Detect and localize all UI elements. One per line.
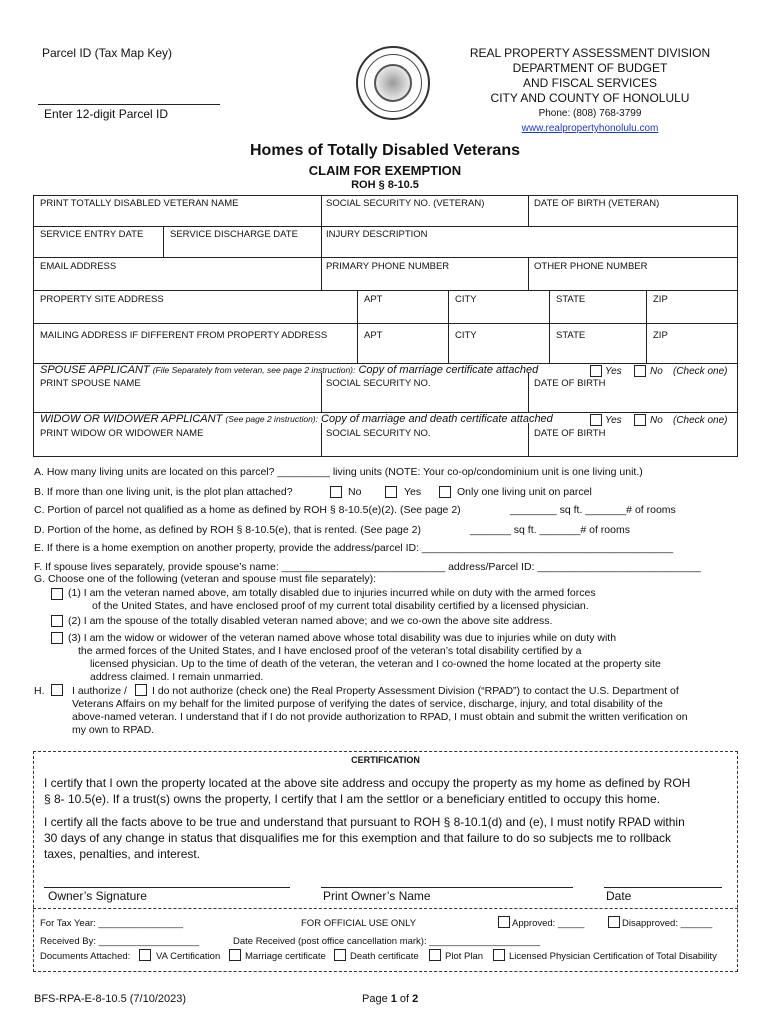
site-address-field[interactable]: PROPERTY SITE ADDRESS bbox=[40, 294, 164, 305]
site-city-field[interactable]: CITY bbox=[455, 294, 477, 305]
page-prefix: Page bbox=[362, 993, 391, 1005]
h-line-3: above-named veteran. I understand that if I do not provide authorization to RPAD, I must obtain and submit the written verification on bbox=[72, 711, 688, 723]
widow-ssn-field[interactable]: SOCIAL SECURITY NO. bbox=[326, 428, 431, 439]
g3-checkbox[interactable] bbox=[51, 632, 63, 644]
spouse-yes-checkbox[interactable] bbox=[590, 365, 602, 377]
spouse-check-one: (Check one) bbox=[673, 366, 728, 377]
page-total: 2 bbox=[412, 993, 419, 1005]
spouse-yes-label: Yes bbox=[605, 366, 622, 377]
widow-heading: WIDOW OR WIDOWER APPLICANT bbox=[40, 413, 223, 425]
b-no-checkbox[interactable] bbox=[330, 486, 342, 498]
g1-checkbox[interactable] bbox=[51, 588, 63, 600]
page-of: of bbox=[396, 993, 413, 1005]
widow-no-label: No bbox=[650, 415, 663, 426]
question-c: C. Portion of parcel not qualified as a home as defined by ROH § 8-10.5(e)(2). (See page 2) bbox=[34, 504, 461, 516]
agency-block bbox=[440, 46, 740, 136]
print-name-line[interactable] bbox=[321, 887, 573, 888]
question-c-fill[interactable]: ________ sq ft. _______# of rooms bbox=[510, 504, 676, 516]
signature-line[interactable] bbox=[44, 887, 290, 888]
email-field[interactable]: EMAIL ADDRESS bbox=[40, 261, 117, 272]
spouse-heading: SPOUSE APPLICANT bbox=[40, 364, 150, 376]
g3-line-3: licensed physician. Up to the time of death of the veteran, the veteran and I co-owned the home located at the property site bbox=[90, 658, 661, 670]
spouse-name-field[interactable]: PRINT SPOUSE NAME bbox=[40, 378, 141, 389]
va-label: VA Certification bbox=[156, 951, 221, 962]
parcel-id-hint: Enter 12-digit Parcel ID bbox=[44, 107, 169, 121]
mailing-state-field[interactable]: STATE bbox=[556, 330, 586, 341]
licensed-label: Licensed Physician Certification of Total Disability bbox=[509, 951, 717, 962]
certification-title: CERTIFICATION bbox=[351, 755, 420, 765]
spouse-no-checkbox[interactable] bbox=[634, 365, 646, 377]
certification-paragraph-1 bbox=[44, 775, 690, 807]
department-line-2: AND FISCAL SERVICES bbox=[522, 76, 658, 90]
cert-p2-line-1: I certify all the facts above to be true and understand that pursuant to ROH § 8-10.1(d) and (e), I must notify RPAD within bbox=[44, 815, 685, 829]
va-checkbox[interactable] bbox=[139, 949, 151, 961]
parcel-id-label: Parcel ID (Tax Map Key) bbox=[42, 46, 173, 60]
b-only-checkbox[interactable] bbox=[439, 486, 451, 498]
veteran-ssn-field[interactable]: SOCIAL SECURITY NO. (VETERAN) bbox=[326, 198, 485, 209]
site-apt-field[interactable]: APT bbox=[364, 294, 383, 305]
approved-label: Approved: _____ bbox=[512, 918, 585, 929]
spouse-copy: Copy of marriage certificate attached bbox=[358, 364, 539, 376]
form-subtitle: CLAIM FOR EXEMPTION bbox=[308, 163, 462, 178]
spouse-dob-field[interactable]: DATE OF BIRTH bbox=[534, 378, 606, 389]
g3-line-2: the armed forces of the United States, and I have enclosed proof of the veteran’s total disability certified by a bbox=[78, 645, 582, 657]
h-authorize-checkbox[interactable] bbox=[51, 684, 63, 696]
site-state-field[interactable]: STATE bbox=[556, 294, 586, 305]
widow-copy: Copy of marriage and death certificate attached bbox=[321, 413, 553, 425]
g3-line-4: address claimed. I remain unmarried. bbox=[90, 671, 264, 683]
widow-note: (See page 2 instruction): bbox=[225, 414, 318, 424]
h-label: H. bbox=[34, 685, 45, 697]
g1-text bbox=[68, 587, 596, 613]
plot-label: Plot Plan bbox=[445, 951, 484, 962]
cert-p1-line-1: I certify that I own the property located at the above site address and occupy the property as my home as defined by ROH bbox=[44, 776, 691, 790]
approved-checkbox[interactable] bbox=[498, 916, 510, 928]
date-received: Date Received (post office cancellation mark): _____________________ bbox=[233, 936, 541, 947]
h-not-authorize-checkbox[interactable] bbox=[135, 684, 147, 696]
injury-field[interactable]: INJURY DESCRIPTION bbox=[326, 229, 428, 240]
form-roh: ROH § 8-10.5 bbox=[351, 179, 419, 191]
documents-attached-label: Documents Attached: bbox=[40, 951, 131, 962]
h-line-4: my own to RPAD. bbox=[72, 724, 155, 736]
question-g: G. Choose one of the following (veteran and spouse must file separately): bbox=[34, 573, 377, 585]
marriage-label: Marriage certificate bbox=[245, 951, 326, 962]
form-id: BFS-RPA-E-8-10.5 (7/10/2023) bbox=[34, 993, 187, 1005]
date-label: Date bbox=[606, 889, 632, 903]
b-yes-checkbox[interactable] bbox=[385, 486, 397, 498]
question-a: A. How many living units are located on this parcel? _________ living units (NOTE: Your co-op/condominium unit is one living unit.) bbox=[34, 466, 643, 478]
cert-p2-line-3: taxes, penalties, and interest. bbox=[44, 847, 201, 861]
mailing-city-field[interactable]: CITY bbox=[455, 330, 477, 341]
plot-checkbox[interactable] bbox=[429, 949, 441, 961]
widow-yes-label: Yes bbox=[605, 415, 622, 426]
tax-year: For Tax Year: ________________ bbox=[40, 918, 183, 929]
widow-yes-checkbox[interactable] bbox=[590, 414, 602, 426]
marriage-checkbox[interactable] bbox=[229, 949, 241, 961]
question-d: D. Portion of the home, as defined by ROH § 8-10.5(e), that is rented. (See page 2) bbox=[34, 524, 421, 536]
g3-line-1: (3) I am the widow or widower of the veteran named above whose total disability was due to injuries while on duty with bbox=[68, 632, 617, 644]
page-number bbox=[362, 993, 418, 1005]
b-no-label: No bbox=[348, 486, 362, 498]
division-name: REAL PROPERTY ASSESSMENT DIVISION bbox=[469, 46, 711, 60]
mailing-zip-field[interactable]: ZIP bbox=[653, 330, 668, 341]
b-yes-label: Yes bbox=[404, 486, 422, 498]
disapproved-label: Disapproved: ______ bbox=[622, 918, 713, 929]
certification-paragraph-2 bbox=[44, 814, 685, 862]
disapproved-checkbox[interactable] bbox=[608, 916, 620, 928]
veteran-dob-field[interactable]: DATE OF BIRTH (VETERAN) bbox=[534, 198, 660, 209]
g2-text: (2) I am the spouse of the totally disabled veteran named above; and we co-own the above site address. bbox=[68, 615, 553, 627]
h-line-2: Veterans Affairs on my behalf for the limited purpose of verifying the dates of service, discharge, injury, and total disability of the bbox=[72, 698, 663, 710]
website-link[interactable]: www.realpropertyhonolulu.com bbox=[521, 123, 659, 134]
cert-p1-line-2: § 8- 10.5(e). If a trust(s) owns the property, I certify that I am the settlor or a beneficiary entitled to occupy this home. bbox=[44, 792, 661, 806]
received-by: Received By: ___________________ bbox=[40, 936, 199, 947]
widow-heading-row bbox=[40, 413, 553, 425]
question-d-fill[interactable]: _______ sq ft. _______# of rooms bbox=[470, 524, 630, 536]
h-text bbox=[72, 698, 688, 737]
site-zip-field[interactable]: ZIP bbox=[653, 294, 668, 305]
licensed-checkbox[interactable] bbox=[493, 949, 505, 961]
widow-dob-field[interactable]: DATE OF BIRTH bbox=[534, 428, 606, 439]
widow-check-one: (Check one) bbox=[673, 415, 728, 426]
official-use-label: FOR OFFICIAL USE ONLY bbox=[301, 918, 417, 929]
phone: Phone: (808) 768-3799 bbox=[538, 108, 642, 119]
service-entry-field[interactable]: SERVICE ENTRY DATE bbox=[40, 229, 144, 240]
veteran-name-field[interactable]: PRINT TOTALLY DISABLED VETERAN NAME bbox=[40, 198, 239, 209]
mailing-address-field[interactable]: MAILING ADDRESS IF DIFFERENT FROM PROPERTY ADDRESS bbox=[40, 330, 328, 341]
g1-line-1: (1) I am the veteran named above, am totally disabled due to injuries incurred while on duty with the armed forces bbox=[68, 587, 596, 599]
city-county: CITY AND COUNTY OF HONOLULU bbox=[490, 91, 690, 105]
department-line-1: DEPARTMENT OF BUDGET bbox=[512, 61, 668, 75]
death-label: Death certificate bbox=[350, 951, 419, 962]
b-only-label: Only one living unit on parcel bbox=[457, 486, 592, 498]
death-checkbox[interactable] bbox=[334, 949, 346, 961]
spouse-heading-row bbox=[40, 364, 538, 376]
widow-name-field[interactable]: PRINT WIDOW OR WIDOWER NAME bbox=[40, 428, 204, 439]
cert-p2-line-2: 30 days of any change in status that disqualifies me for this exemption and that failure to do so subjects me to rollback bbox=[44, 831, 672, 845]
widow-no-checkbox[interactable] bbox=[634, 414, 646, 426]
spouse-ssn-field[interactable]: SOCIAL SECURITY NO. bbox=[326, 378, 431, 389]
city-seal-icon bbox=[356, 46, 430, 120]
primary-phone-field[interactable]: PRIMARY PHONE NUMBER bbox=[326, 261, 450, 272]
question-f: F. If spouse lives separately, provide spouse’s name: ____________________________ address/Parcel ID: ____________________________ bbox=[34, 561, 701, 573]
g2-checkbox[interactable] bbox=[51, 615, 63, 627]
h-authorize-label: I authorize / bbox=[72, 685, 127, 697]
other-phone-field[interactable]: OTHER PHONE NUMBER bbox=[534, 261, 648, 272]
spouse-no-label: No bbox=[650, 366, 663, 377]
page-current: 1 bbox=[390, 993, 397, 1005]
form-title: Homes of Totally Disabled Veterans bbox=[249, 142, 520, 159]
g1-line-2: of the United States, and have enclosed proof of my current total disability certified by a licensed physician. bbox=[92, 600, 589, 612]
date-line[interactable] bbox=[604, 887, 722, 888]
signature-label: Owner’s Signature bbox=[48, 889, 147, 903]
mailing-apt-field[interactable]: APT bbox=[364, 330, 383, 341]
h-line-1: I do not authorize (check one) the Real Property Assessment Division (“RPAD”) to contact the U.S. Department of bbox=[152, 685, 679, 697]
spouse-note: (File Separately from veteran, see page 2 instruction): bbox=[152, 365, 356, 375]
g3-text bbox=[68, 632, 661, 684]
question-e: E. If there is a home exemption on another property, provide the address/parcel ID: ___________________________________________ bbox=[34, 542, 674, 554]
parcel-id-input-line[interactable] bbox=[38, 104, 220, 105]
question-b: B. If more than one living unit, is the plot plan attached? bbox=[34, 486, 293, 498]
service-discharge-field[interactable]: SERVICE DISCHARGE DATE bbox=[170, 229, 298, 240]
print-name-label: Print Owner’s Name bbox=[323, 889, 431, 903]
